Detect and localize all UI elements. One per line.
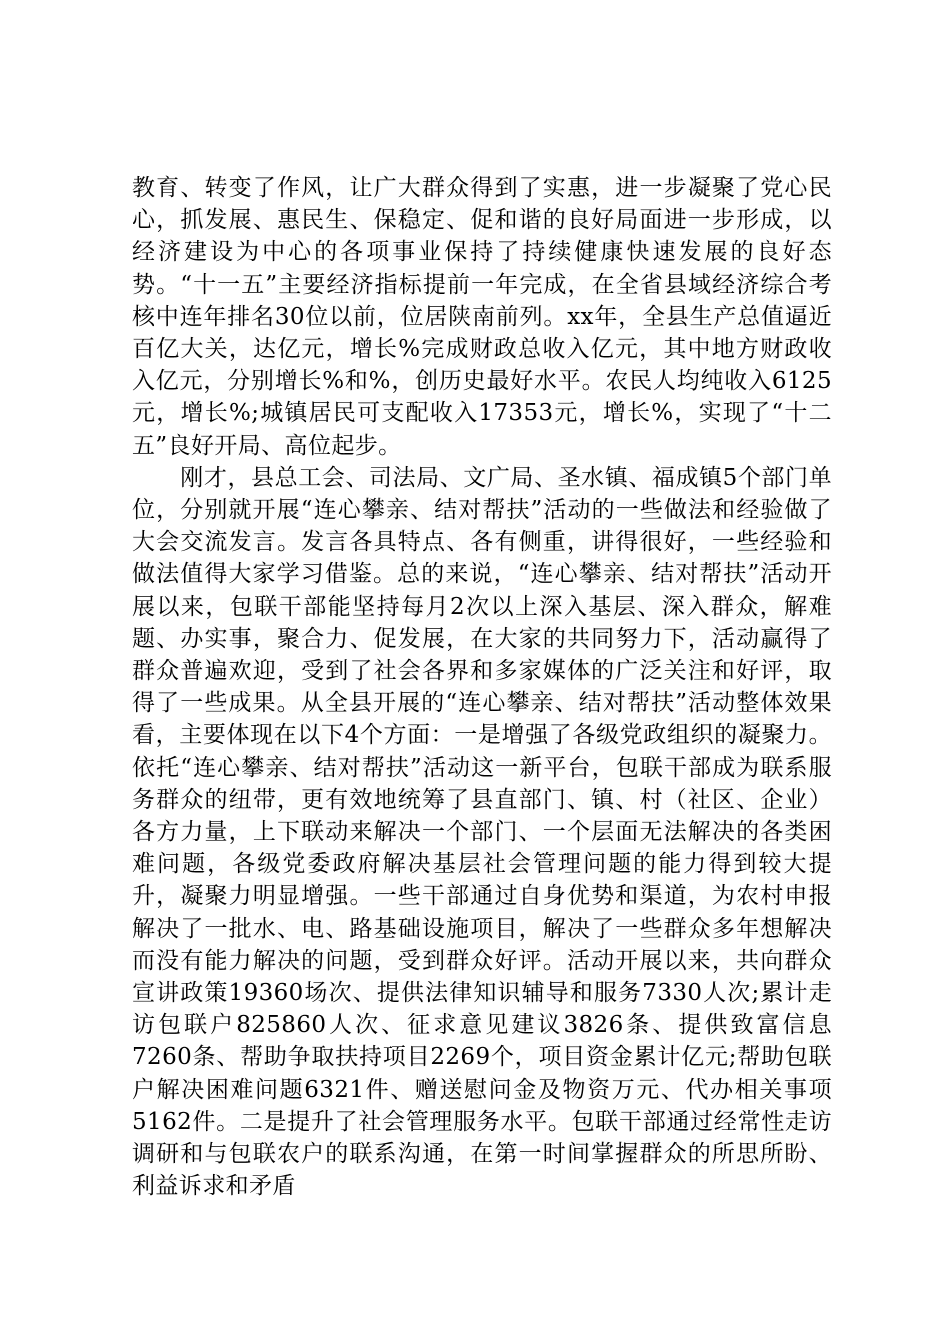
body-paragraph-2: 刚才，县总工会、司法局、文广局、圣水镇、福成镇5个部门单位，分别就开展“连心攀亲、结对帮扶”活动的一些做法和经验做了大会交流发言。发言各具特点、各有侧重，讲得很好，一些经验和做法值得大家学习借鉴。总的来说，“连心攀亲、结对帮扶”活动开展以来，包联干部能坚持每月2次以上深入基层、深入群众，解难题、办实事，聚合力、促发展，在大家的共同努力下，活动赢得了群众普遍欢迎，受到了社会各界和多家媒体的广泛关注和好评，取得了一些成果。从全县开展的“连心攀亲、结对帮扶”活动整体效果看，主要体现在以下4个方面：一是增强了各级党政组织的凝聚力。依托“连心攀亲、结对帮扶”活动这一新平台，包联干部成为联系服务群众的纽带，更有效地统筹了县直部门、镇、村（社区、企业）各方力量，上下联动来解决一个部门、一个层面无法解决的各类困难问题，各级党委政府解决基层社会管理问题的能力得到较大提升，凝聚力明显增强。一些干部通过自身优势和渠道，为农村申报解决了一批水、电、路基础设施项目，解决了一些群众多年想解决而没有能力解决的问题，受到群众好评。活动开展以来，共向群众宣讲政策19360场次、提供法律知识辅导和服务7330人次;累计走访包联户825860人次、征求意见建议3826条、提供致富信息7260条、帮助争取扶持项目2269个，项目资金累计亿元;帮助包联户解决困难问题6321件、赠送慰问金及物资万元、代办相关事项5162件。二是提升了社会管理服务水平。包联干部通过经常性走访调研和与包联农户的联系沟通，在第一时间掌握群众的所思所盼、利益诉求和矛盾 bbox=[132, 464, 832, 1200]
document-page bbox=[132, 172, 832, 1203]
body-paragraph-1: 教育、转变了作风，让广大群众得到了实惠，进一步凝聚了党心民心，抓发展、惠民生、保稳定、促和谐的良好局面进一步形成，以经济建设为中心的各项事业保持了持续健康快速发展的良好态势。“十一五”主要经济指标提前一年完成，在全省县域经济综合考核中连年排名30位以前，位居陕南前列。xx年，全县生产总值逼近百亿大关，达亿元，增长%完成财政总收入亿元，其中地方财政收入亿元，分别增长%和%，创历史最好水平。农民人均纯收入6125元，增长%;城镇居民可支配收入17353元，增长%，实现了“十二五”良好开局、高位起步。 bbox=[132, 175, 832, 459]
